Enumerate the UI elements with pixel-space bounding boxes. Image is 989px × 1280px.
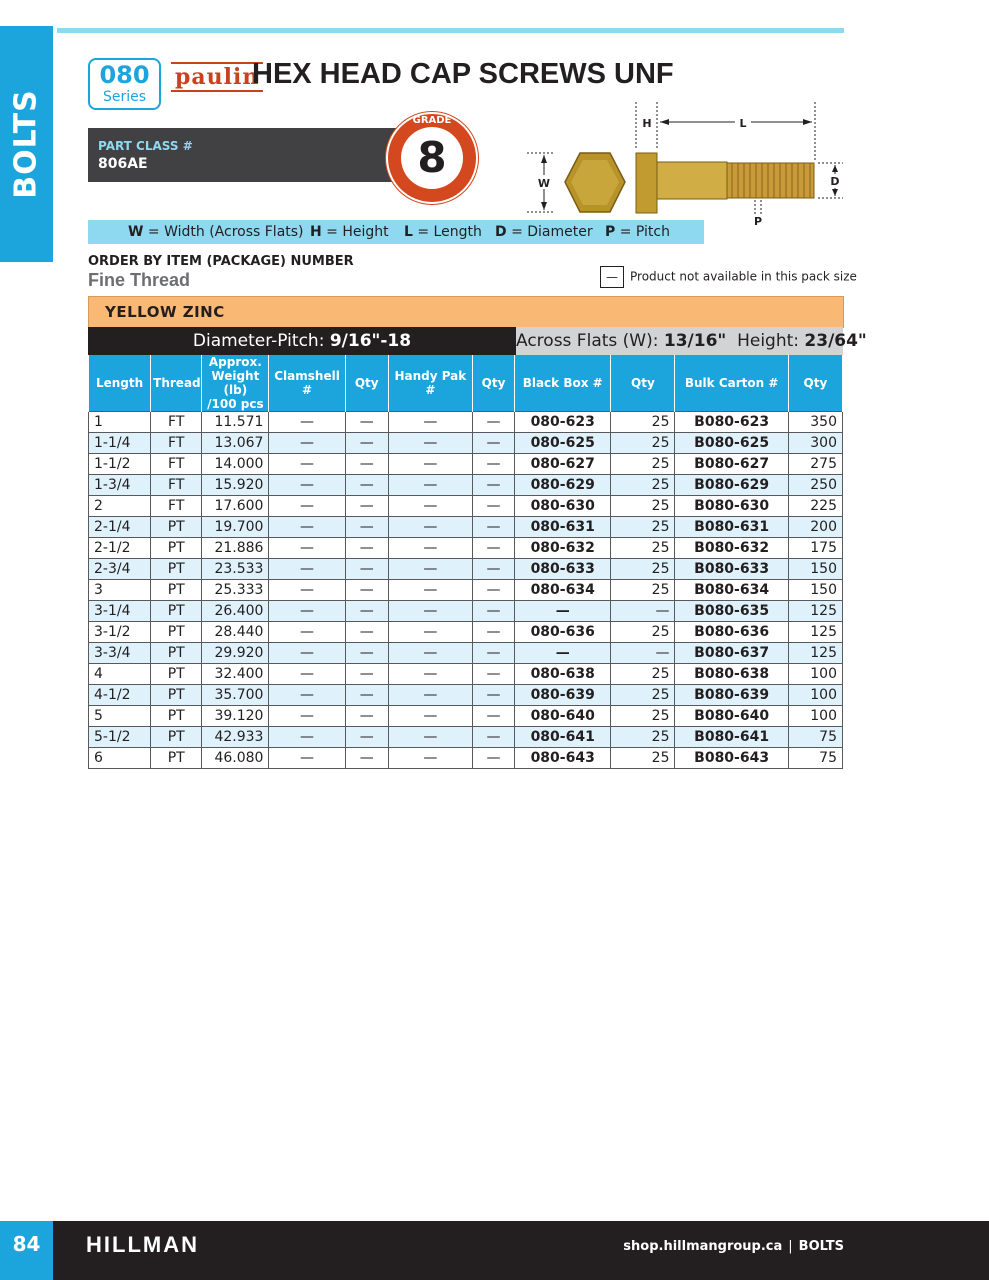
cell-bulk-carton: B080-634 — [675, 580, 788, 601]
cell-bulk-carton: B080-641 — [675, 727, 788, 748]
cell-handypak: — — [388, 496, 472, 517]
page-number: 84 — [0, 1221, 53, 1280]
cell-qty-handypak: — — [472, 538, 514, 559]
cell-length: 1 — [89, 412, 151, 433]
cell-qty-handypak: — — [472, 601, 514, 622]
cell-length: 3-1/2 — [89, 622, 151, 643]
grade-label: GRADE — [412, 115, 452, 126]
cell-thread: PT — [151, 706, 202, 727]
cell-bulk-carton: B080-640 — [675, 706, 788, 727]
cell-qty-clamshell: — — [345, 412, 388, 433]
cell-qty-handypak: — — [472, 433, 514, 454]
table-row — [89, 601, 843, 622]
cell-qty-clamshell: — — [345, 727, 388, 748]
col-qty-bulk: Qty — [788, 355, 842, 412]
col-qty-handypak: Qty — [472, 355, 514, 412]
cell-length: 2-1/4 — [89, 517, 151, 538]
height-value: 23/64" — [804, 331, 867, 351]
part-class-value: 806AE — [98, 156, 148, 172]
legend-length — [404, 220, 482, 244]
cell-length: 3-3/4 — [89, 643, 151, 664]
cell-bulk-carton: B080-633 — [675, 559, 788, 580]
table-row — [89, 643, 843, 664]
cell-clamshell: — — [269, 412, 345, 433]
cell-qty-blackbox: 25 — [611, 622, 675, 643]
cell-handypak: — — [388, 580, 472, 601]
part-class-box — [88, 128, 398, 182]
cell-qty-bulk: 100 — [788, 664, 842, 685]
not-available-legend — [600, 266, 857, 288]
cell-handypak: — — [388, 706, 472, 727]
legend-width — [128, 220, 304, 244]
cell-qty-blackbox: 25 — [611, 685, 675, 706]
cell-clamshell: — — [269, 685, 345, 706]
top-rule — [57, 28, 844, 33]
cell-clamshell: — — [269, 622, 345, 643]
side-tab-label: BOLTS — [8, 89, 44, 199]
legend-pitch — [605, 220, 670, 244]
cell-thread: FT — [151, 433, 202, 454]
cell-thread: FT — [151, 475, 202, 496]
cell-qty-blackbox: 25 — [611, 475, 675, 496]
na-legend-text: Product not available in this pack size — [630, 269, 857, 284]
cell-qty-clamshell: — — [345, 538, 388, 559]
cell-blackbox: 080-639 — [515, 685, 611, 706]
cell-qty-bulk: 75 — [788, 748, 842, 769]
cell-qty-handypak: — — [472, 643, 514, 664]
cell-handypak: — — [388, 538, 472, 559]
series-badge — [88, 58, 161, 110]
cell-qty-bulk: 200 — [788, 517, 842, 538]
cell-bulk-carton: B080-627 — [675, 454, 788, 475]
legend-pitch-text: = Pitch — [615, 224, 670, 240]
cell-blackbox: 080-627 — [515, 454, 611, 475]
footer-site-link[interactable]: shop.hillmangroup.ca — [623, 1239, 783, 1254]
diagram-l-label: L — [739, 117, 747, 130]
cell-qty-bulk: 275 — [788, 454, 842, 475]
cell-bulk-carton: B080-632 — [675, 538, 788, 559]
cell-qty-blackbox: — — [611, 643, 675, 664]
footer-separator: | — [788, 1239, 793, 1254]
cell-weight: 28.440 — [202, 622, 269, 643]
cell-qty-bulk: 225 — [788, 496, 842, 517]
legend-diameter-key: D — [495, 224, 507, 240]
cell-blackbox: 080-631 — [515, 517, 611, 538]
cell-handypak: — — [388, 601, 472, 622]
height-label: Height: — [737, 331, 805, 351]
cell-clamshell: — — [269, 538, 345, 559]
cell-bulk-carton: B080-630 — [675, 496, 788, 517]
cell-thread: PT — [151, 643, 202, 664]
product-table — [88, 355, 843, 769]
legend-width-text: = Width (Across Flats) — [143, 224, 304, 240]
cell-qty-clamshell: — — [345, 580, 388, 601]
cell-bulk-carton: B080-643 — [675, 748, 788, 769]
cell-length: 1-1/4 — [89, 433, 151, 454]
cell-blackbox: 080-636 — [515, 622, 611, 643]
cell-weight: 14.000 — [202, 454, 269, 475]
across-flats-label: Across Flats (W): — [516, 331, 664, 351]
legend-height-key: H — [310, 224, 322, 240]
cell-qty-bulk: 125 — [788, 643, 842, 664]
dimension-legend — [88, 220, 704, 244]
table-row — [89, 664, 843, 685]
cell-length: 6 — [89, 748, 151, 769]
cell-blackbox: 080-629 — [515, 475, 611, 496]
legend-pitch-key: P — [605, 224, 616, 240]
cell-length: 5-1/2 — [89, 727, 151, 748]
legend-length-key: L — [404, 224, 413, 240]
cell-weight: 11.571 — [202, 412, 269, 433]
cell-qty-clamshell: — — [345, 559, 388, 580]
cell-blackbox: — — [515, 601, 611, 622]
table-row — [89, 475, 843, 496]
cell-weight: 42.933 — [202, 727, 269, 748]
cell-thread: PT — [151, 622, 202, 643]
cell-qty-blackbox: — — [611, 601, 675, 622]
cell-handypak: — — [388, 664, 472, 685]
cell-qty-bulk: 125 — [788, 622, 842, 643]
cell-length: 1-3/4 — [89, 475, 151, 496]
cell-bulk-carton: B080-625 — [675, 433, 788, 454]
thread-type: Fine Thread — [88, 270, 191, 290]
cell-blackbox: 080-641 — [515, 727, 611, 748]
cell-weight: 25.333 — [202, 580, 269, 601]
cell-length: 2-1/2 — [89, 538, 151, 559]
cell-bulk-carton: B080-637 — [675, 643, 788, 664]
cell-length: 4-1/2 — [89, 685, 151, 706]
table-row — [89, 454, 843, 475]
cell-weight: 13.067 — [202, 433, 269, 454]
grade-value: 8 — [401, 127, 463, 189]
col-weight-line3: /100 pcs — [207, 397, 264, 411]
cell-blackbox: 080-640 — [515, 706, 611, 727]
col-weight-line2: Weight (lb) — [211, 369, 260, 397]
cell-qty-clamshell: — — [345, 454, 388, 475]
cell-qty-bulk: 100 — [788, 706, 842, 727]
cell-weight: 19.700 — [202, 517, 269, 538]
table-body — [89, 412, 843, 769]
cell-bulk-carton: B080-631 — [675, 517, 788, 538]
diagram-h-label: H — [642, 117, 652, 130]
cell-qty-blackbox: 25 — [611, 454, 675, 475]
cell-qty-clamshell: — — [345, 433, 388, 454]
cell-clamshell: — — [269, 580, 345, 601]
cell-qty-blackbox: 25 — [611, 727, 675, 748]
cell-qty-bulk: 100 — [788, 685, 842, 706]
cell-handypak: — — [388, 685, 472, 706]
cell-weight: 21.886 — [202, 538, 269, 559]
cell-bulk-carton: B080-639 — [675, 685, 788, 706]
order-title: ORDER BY ITEM (PACKAGE) NUMBER — [88, 254, 354, 269]
cell-qty-blackbox: 25 — [611, 517, 675, 538]
series-number: 080 — [99, 61, 150, 89]
cell-bulk-carton: B080-629 — [675, 475, 788, 496]
cell-qty-blackbox: 25 — [611, 706, 675, 727]
cell-bulk-carton: B080-638 — [675, 664, 788, 685]
cell-blackbox: 080-634 — [515, 580, 611, 601]
flats-height-spec — [516, 327, 867, 355]
diagram-w-label: W — [537, 177, 551, 190]
cell-qty-blackbox: 25 — [611, 748, 675, 769]
diagram-p-label: P — [753, 215, 763, 228]
cell-thread: FT — [151, 412, 202, 433]
cell-blackbox: — — [515, 643, 611, 664]
cell-length: 5 — [89, 706, 151, 727]
cell-length: 2 — [89, 496, 151, 517]
cell-qty-clamshell: — — [345, 664, 388, 685]
col-qty-blackbox: Qty — [611, 355, 675, 412]
cell-clamshell: — — [269, 727, 345, 748]
cell-qty-clamshell: — — [345, 475, 388, 496]
col-handypak: Handy Pak # — [388, 355, 472, 412]
table-row — [89, 538, 843, 559]
series-label: Series — [102, 89, 147, 105]
cell-blackbox: 080-630 — [515, 496, 611, 517]
col-thread: Thread — [151, 355, 202, 412]
cell-qty-handypak: — — [472, 496, 514, 517]
table-row — [89, 622, 843, 643]
legend-height-text: = Height — [321, 224, 389, 240]
cell-blackbox: 080-633 — [515, 559, 611, 580]
col-qty-clamshell: Qty — [345, 355, 388, 412]
cell-thread: PT — [151, 538, 202, 559]
table-row — [89, 496, 843, 517]
cell-qty-handypak: — — [472, 622, 514, 643]
cell-weight: 35.700 — [202, 685, 269, 706]
cell-blackbox: 080-625 — [515, 433, 611, 454]
cell-qty-clamshell: — — [345, 517, 388, 538]
cell-qty-bulk: 150 — [788, 580, 842, 601]
cell-thread: PT — [151, 601, 202, 622]
cell-qty-handypak: — — [472, 580, 514, 601]
cell-thread: FT — [151, 454, 202, 475]
cell-bulk-carton: B080-623 — [675, 412, 788, 433]
cell-qty-bulk: 125 — [788, 601, 842, 622]
hillman-logo: HILLMAN — [86, 1232, 199, 1257]
cell-handypak: — — [388, 517, 472, 538]
cell-weight: 23.533 — [202, 559, 269, 580]
table-row — [89, 412, 843, 433]
cell-weight: 15.920 — [202, 475, 269, 496]
cell-weight: 32.400 — [202, 664, 269, 685]
table-header-row — [89, 355, 843, 412]
diagram-d-label: D — [830, 175, 840, 188]
cell-qty-clamshell: — — [345, 601, 388, 622]
cell-weight: 29.920 — [202, 643, 269, 664]
cell-qty-handypak: — — [472, 454, 514, 475]
cell-qty-handypak: — — [472, 517, 514, 538]
cell-qty-clamshell: — — [345, 643, 388, 664]
col-weight — [202, 355, 269, 412]
legend-width-key: W — [128, 224, 144, 240]
diameter-pitch-value: 9/16"-18 — [329, 331, 412, 351]
bolt-diagram — [525, 100, 845, 230]
cell-blackbox: 080-643 — [515, 748, 611, 769]
table-row — [89, 559, 843, 580]
table-row — [89, 517, 843, 538]
table-row — [89, 748, 843, 769]
cell-length: 1-1/2 — [89, 454, 151, 475]
cell-qty-handypak: — — [472, 664, 514, 685]
footer-section: BOLTS — [798, 1239, 844, 1254]
part-class-label: PART CLASS # — [98, 139, 193, 153]
cell-clamshell: — — [269, 559, 345, 580]
cell-qty-blackbox: 25 — [611, 580, 675, 601]
cell-handypak: — — [388, 643, 472, 664]
col-length: Length — [89, 355, 151, 412]
cell-thread: PT — [151, 517, 202, 538]
cell-qty-clamshell: — — [345, 685, 388, 706]
cell-thread: PT — [151, 685, 202, 706]
cell-qty-handypak: — — [472, 727, 514, 748]
cell-handypak: — — [388, 727, 472, 748]
cell-thread: PT — [151, 664, 202, 685]
cell-clamshell: — — [269, 475, 345, 496]
cell-blackbox: 080-638 — [515, 664, 611, 685]
cell-clamshell: — — [269, 643, 345, 664]
side-section-tab — [0, 26, 53, 262]
grade-badge — [386, 112, 478, 204]
brand-logo: paulin — [171, 62, 263, 92]
cell-thread: PT — [151, 727, 202, 748]
cell-qty-blackbox: 25 — [611, 412, 675, 433]
legend-diameter — [495, 220, 593, 244]
cell-handypak: — — [388, 475, 472, 496]
col-bulk-carton: Bulk Carton # — [675, 355, 788, 412]
cell-qty-bulk: 250 — [788, 475, 842, 496]
page-title: HEX HEAD CAP SCREWS UNF — [252, 58, 674, 90]
cell-qty-clamshell: — — [345, 706, 388, 727]
cell-qty-blackbox: 25 — [611, 538, 675, 559]
col-clamshell: Clamshell # — [269, 355, 345, 412]
cell-qty-handypak: — — [472, 412, 514, 433]
cell-length: 4 — [89, 664, 151, 685]
cell-clamshell: — — [269, 601, 345, 622]
cell-handypak: — — [388, 622, 472, 643]
cell-qty-bulk: 350 — [788, 412, 842, 433]
cell-qty-handypak: — — [472, 706, 514, 727]
cell-length: 3 — [89, 580, 151, 601]
cell-thread: FT — [151, 496, 202, 517]
legend-diameter-text: = Diameter — [506, 224, 593, 240]
cell-clamshell: — — [269, 496, 345, 517]
cell-qty-handypak: — — [472, 685, 514, 706]
cell-clamshell: — — [269, 664, 345, 685]
cell-thread: PT — [151, 580, 202, 601]
cell-qty-bulk: 150 — [788, 559, 842, 580]
cell-qty-bulk: 175 — [788, 538, 842, 559]
cell-thread: PT — [151, 748, 202, 769]
cell-weight: 26.400 — [202, 601, 269, 622]
cell-handypak: — — [388, 412, 472, 433]
cell-weight: 17.600 — [202, 496, 269, 517]
cell-length: 3-1/4 — [89, 601, 151, 622]
cell-qty-blackbox: 25 — [611, 664, 675, 685]
cell-qty-bulk: 75 — [788, 727, 842, 748]
table-row — [89, 685, 843, 706]
diameter-pitch-label: Diameter-Pitch: — [192, 331, 330, 351]
cell-handypak: — — [388, 433, 472, 454]
finish-bar — [88, 296, 844, 328]
cell-blackbox: 080-632 — [515, 538, 611, 559]
cell-qty-clamshell: — — [345, 496, 388, 517]
table-row — [89, 706, 843, 727]
cell-qty-clamshell: — — [345, 748, 388, 769]
diameter-pitch-spec — [88, 327, 516, 355]
cell-handypak: — — [388, 748, 472, 769]
col-blackbox: Black Box # — [515, 355, 611, 412]
cell-qty-blackbox: 25 — [611, 559, 675, 580]
cell-weight: 39.120 — [202, 706, 269, 727]
cell-bulk-carton: B080-636 — [675, 622, 788, 643]
cell-qty-blackbox: 25 — [611, 433, 675, 454]
table-row — [89, 433, 843, 454]
cell-qty-handypak: — — [472, 475, 514, 496]
finish-label: YELLOW ZINC — [105, 303, 225, 321]
cell-weight: 46.080 — [202, 748, 269, 769]
cell-qty-blackbox: 25 — [611, 496, 675, 517]
na-symbol-box: — — [600, 266, 624, 288]
legend-length-text: = Length — [412, 224, 482, 240]
cell-thread: PT — [151, 559, 202, 580]
cell-qty-clamshell: — — [345, 622, 388, 643]
cell-clamshell: — — [269, 454, 345, 475]
across-flats-value: 13/16" — [663, 331, 727, 351]
footer-links — [623, 1239, 844, 1254]
cell-handypak: — — [388, 454, 472, 475]
cell-qty-bulk: 300 — [788, 433, 842, 454]
table-row — [89, 580, 843, 601]
legend-height — [310, 220, 389, 244]
table-row — [89, 727, 843, 748]
cell-length: 2-3/4 — [89, 559, 151, 580]
cell-qty-handypak: — — [472, 748, 514, 769]
cell-clamshell: — — [269, 433, 345, 454]
cell-bulk-carton: B080-635 — [675, 601, 788, 622]
cell-clamshell: — — [269, 748, 345, 769]
col-weight-line1: Approx. — [208, 355, 262, 369]
cell-handypak: — — [388, 559, 472, 580]
cell-clamshell: — — [269, 706, 345, 727]
cell-clamshell: — — [269, 517, 345, 538]
cell-blackbox: 080-623 — [515, 412, 611, 433]
cell-qty-handypak: — — [472, 559, 514, 580]
